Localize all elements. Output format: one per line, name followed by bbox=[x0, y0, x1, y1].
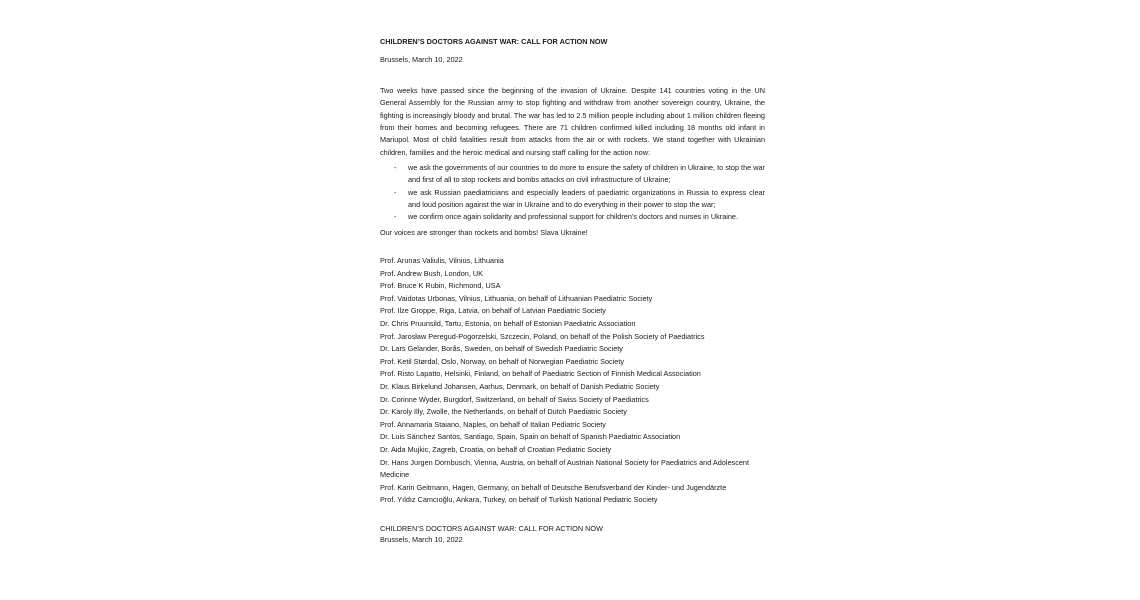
signatory: Dr. Luis Sánchez Santos, Santiago, Spain, Spain on behalf of Spanish Paediatric Association bbox=[380, 432, 681, 442]
signatory: Prof. Ilze Groppe, Riga, Latvia, on behalf of Latvian Paediatric Society bbox=[380, 306, 606, 316]
signatory: Prof. Yıldız Camcıoğlu, Ankara, Turkey, on behalf of Turkish National Pediatric Society bbox=[380, 495, 658, 505]
action-text: we confirm once again solidarity and professional support for children’s doctors and nurses in Ukraine. bbox=[408, 212, 739, 222]
bullet-dash: - bbox=[394, 187, 397, 197]
signatory: Prof. Risto Lapatto, Helsinki, Finland, on behalf of Paediatric Section of Finnish Medical Association bbox=[380, 369, 701, 379]
signatory: Dr. Aida Mujkic, Zagreb, Croatia, on behalf of Croatian Pediatric Society bbox=[380, 444, 612, 454]
signatory: Dr. Corinne Wyder, Burgdorf, Switzerland, on behalf of Swiss Society of Paediatrics bbox=[380, 394, 649, 404]
signatory: Prof. Andrew Bush, London, UK bbox=[380, 268, 484, 278]
footer-title: CHILDREN’S DOCTORS AGAINST WAR: CALL FOR ACTION NOW bbox=[380, 523, 603, 533]
bullet-dash: - bbox=[394, 162, 397, 172]
signatory: Prof. Vaidotas Urbonas, Vilnius, Lithuania, on behalf of Lithuanian Paediatric Society bbox=[380, 293, 653, 303]
signatory: Prof. Annamaria Staiano, Naples, on behalf of Italian Pediatric Society bbox=[380, 419, 606, 429]
action-item bbox=[380, 211, 765, 223]
action-item bbox=[380, 162, 765, 187]
signatory: Dr. Chris Pruunsild, Tartu, Estonia, on behalf of Estonian Paediatric Association bbox=[380, 318, 636, 328]
footer-date: Brussels, March 10, 2022 bbox=[380, 535, 463, 545]
signatory: Dr. Karoly Illy, Zwolle, the Netherlands, on behalf of Dutch Paediatric Society bbox=[380, 407, 627, 417]
signatory-list bbox=[380, 255, 765, 507]
bullet-dash: - bbox=[394, 212, 397, 222]
signatory: Prof. Arunas Valiulis, Vilnius, Lithuania bbox=[380, 256, 504, 265]
intro-paragraph: Two weeks have passed since the beginning of the invasion of Ukraine. Despite 141 countries voting in the UN General Assembly for the Russian army to stop fighting and withdraw from another sovereign country, Ukraine, the fighting is increasingly bloody and brutal. The war has led to 2.5 million people including about 1 million children fleeing from their homes and becoming refugees. There are 71 children confirmed killed including 18 months old infant in Mariupol. Most of child fatalities result from attacks from the air or with rockets. We stand together with Ukrainian children, families and the heroic medical and nursing staff calling for the action now: bbox=[380, 85, 765, 157]
signatory: Dr. Hans Jurgen Dornbusch, Vienna, Austria, on behalf of Austrian National Society for Paediatrics and Adolescent Medicine bbox=[380, 457, 749, 480]
action-list bbox=[380, 162, 765, 224]
document-page bbox=[380, 36, 765, 546]
signatory: Prof. Jarosław Peregud-Pogorzelski, Szczecin, Poland, on behalf of the Polish Society of Paediatrics bbox=[380, 331, 705, 341]
signatory: Dr. Lars Gelander, Borås, Sweden, on behalf of Swedish Paediatric Society bbox=[380, 344, 623, 354]
action-text: we ask the governments of our countries to do more to ensure the safety of children in Ukraine, to stop the war and first of all to stop rockets and bombs attacks on civil infrastructure of Ukraine; bbox=[408, 162, 765, 185]
closing-statement: Our voices are stronger than rockets and bombs! Slava Ukraine! bbox=[380, 227, 588, 237]
action-text: we ask Russian paediatricians and especially leaders of paediatric organizations in Russia to express clear and loud position against the war in Ukraine and to do everything in their power to stop the war; bbox=[408, 187, 765, 209]
signatory: Prof. Ketil Størdal, Oslo, Norway, on behalf of Norwegian Paediatric Society bbox=[380, 356, 625, 366]
action-item bbox=[380, 187, 765, 212]
document-title: CHILDREN’S DOCTORS AGAINST WAR: CALL FOR ACTION NOW bbox=[380, 37, 608, 46]
signatory: Prof. Karin Geitmann, Hagen, Germany, on behalf of Deutsche Berufsverband der Kinder- und Jugendärzte bbox=[380, 482, 727, 492]
document-date: Brussels, March 10, 2022 bbox=[380, 55, 463, 65]
signatory: Prof. Bruce K Rubin, Richmond, USA bbox=[380, 281, 501, 291]
document-footer bbox=[380, 523, 765, 546]
signatory: Dr. Klaus Birkelund Johansen, Aarhus, Denmark, on behalf of Danish Pediatric Society bbox=[380, 381, 660, 391]
